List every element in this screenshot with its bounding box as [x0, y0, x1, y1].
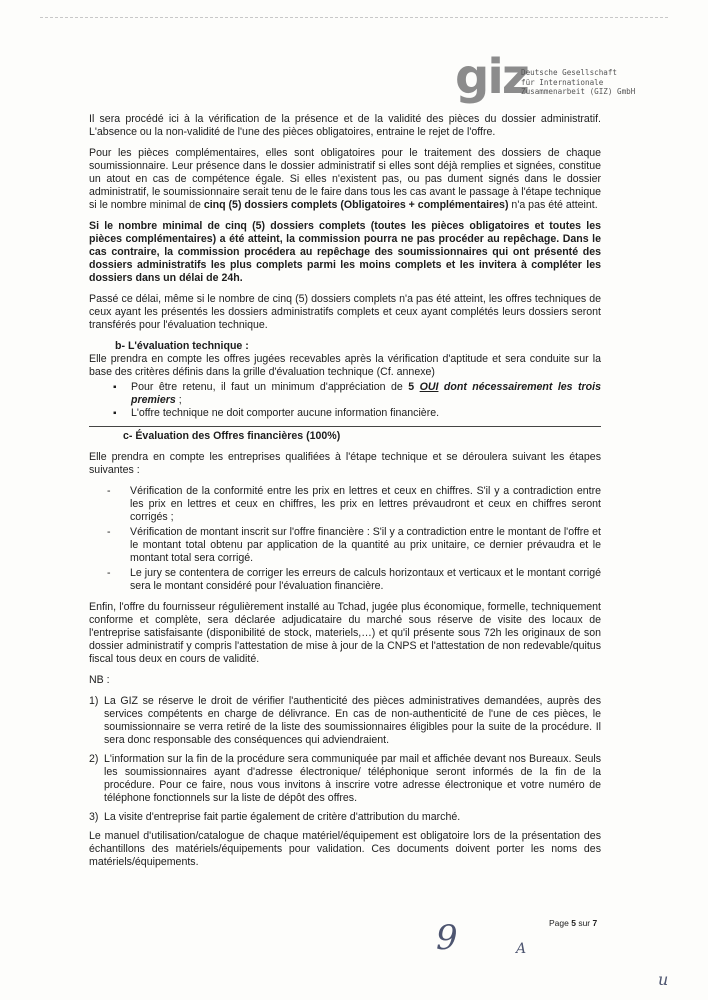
- page-number: [549, 918, 597, 928]
- nb-number: 2): [89, 753, 99, 765]
- p2-text-2: n'a pas été atteint.: [508, 199, 598, 211]
- step-conformite-prix: - Vérification de la conformité entre les prix en lettres et ceux en chiffres. S'il y a contradiction entre les prix en lettres et ceux en chiffres, les prix en lettres prévaudront et ceux en chiffres seront corrigés ;: [89, 485, 601, 524]
- p2-bold: cinq (5) dossiers complets (Obligatoires + complémentaires): [203, 199, 509, 211]
- scan-line-artifact: [89, 426, 601, 427]
- nb-item: [89, 753, 601, 805]
- nb-number: 3): [89, 811, 99, 823]
- giz-logo: [455, 49, 655, 107]
- paragraph-evaluation-technique: Elle prendra en compte les offres jugées recevables après la vérification d'aptitude et sera conduite sur la base des critères définis dans la grille d'évaluation technique (Cf. annexe): [89, 353, 601, 378]
- bullet-no-financial-info: ▪ L'offre technique ne doit comporter aucune information financière.: [89, 407, 601, 420]
- p2-text-1: Pour les pièces complémentaires, elles sont obligatoires pour le traitement des dossiers de chaque soumissionnaire. Leur présence dans le dossier administratif si elles sont déjà remplies et signées, constitue un atout en cas de compétence égale. Si elles n'existent pas, ou pas dument signés dans le dossier administratif, le soumissionnaire serait tenu de le faire dans tous les cas avant le passage à l'étape technique si le nombre minimal de: [89, 147, 601, 211]
- giz-logo-mark: giz: [455, 49, 528, 105]
- paragraph-pieces-complementaires: [89, 147, 601, 212]
- nb-text: La GIZ se réserve le droit de vérifier l'authenticité des pièces administratives demandées, auprès des services compétents en charge de délivrance. En cas de non-authenticité de l'une de ces pièces, le soumissionnaire se verra retiré de la liste des soumissionnaires éligibles pour la suite de la procédure. Il sera donc responsable des conséquences qui adviendraient.: [104, 695, 601, 746]
- nb-item: [89, 811, 601, 824]
- nb-text: L'information sur la fin de la procédure sera communiquée par mail et affichée devant nos Bureaux. Seuls les soumissionnaires ayant d'adresse électronique/ téléphonique seront informés de la fin de la procédure. Pour ce faire, nous vous invitons à inscrire votre adresse électronique et votre numéro de téléphone fonctionnels sur la liste de dépôt des offres.: [104, 753, 601, 804]
- step-correction-erreurs: - Le jury se contentera de corriger les erreurs de calculs horizontaux et verticaux et le montant corrigé sera le montant considéré pour l'évaluation financière.: [89, 567, 601, 593]
- nb-number: 1): [89, 695, 99, 707]
- logo-line-2: für Internationale: [521, 77, 604, 87]
- page-total: 7: [592, 918, 598, 928]
- page-word: Page: [549, 918, 572, 928]
- giz-logo-text: [521, 68, 635, 97]
- bullet1-end: ;: [175, 394, 182, 406]
- page-current: 5: [571, 918, 576, 928]
- logo-line-1: Deutsche Gesellschaft: [521, 68, 618, 77]
- bullet1-bold: 5: [408, 381, 420, 393]
- handwritten-mark-9: 9: [436, 918, 458, 958]
- paragraph-adjudication: Enfin, l'offre du fournisseur régulièrement installé au Tchad, jugée plus économique, formelle, techniquement conforme et complète, sera déclarée adjudicataire du marché sous réserve de visite des locaux de l'entreprise satisfaisante (disponibilité de stock, materiels,…) et qu'il présente sous 72h les originaux de son dossier administratif y compris l'attestation de mise à jour de la CNPS et l'attestation de non redevable/quitus fiscal tous deux en cours de validité.: [89, 601, 601, 665]
- nb-label: NB :: [89, 674, 110, 686]
- logo-line-3: Zusammenarbeit (GIZ) GmbH: [521, 87, 636, 96]
- nb-text: La visite d'entreprise fait partie également de critère d'attribution du marché.: [104, 811, 461, 823]
- page-of: sur: [575, 918, 593, 928]
- paragraph-repechage: Si le nombre minimal de cinq (5) dossiers complets (toutes les pièces obligatoires et toutes les pièces complémentaires) a été atteint, la commission pourra ne pas procéder au repêchage. Dans le cas contraire, la commission procédera au repêchage des soumissionnaires qui ont présenté des dossiers administratifs les plus complets parmi les moins complets et les invitera à compléter les dossiers dans un délai de 24h.: [89, 220, 601, 284]
- paragraph-etapes: Elle prendra en compte les entreprises qualifiées à l'étape technique et se déroulera suivant les étapes suivantes :: [89, 451, 601, 476]
- financial-steps-list: [89, 485, 601, 593]
- heading-evaluation-technique: b- L'évaluation technique :: [115, 340, 249, 352]
- technical-bullet-list: [89, 381, 601, 420]
- paragraph-verification: Il sera procédé ici à la vérification de la présence et de la validité des pièces du dossier administratif. L'absence ou la non-validité de l'une des pièces obligatoires, entraine le rejet de l'offre.: [89, 113, 601, 138]
- document-body: [89, 113, 601, 877]
- bullet1-oui: OUI: [419, 381, 439, 393]
- handwritten-mark-u: u: [658, 970, 669, 989]
- bullet-minimum-oui: [89, 381, 601, 407]
- heading-evaluation-financiere: c- Évaluation des Offres financières (100%): [123, 430, 341, 442]
- paragraph-manuel: Le manuel d'utilisation/catalogue de chaque matériel/équipement est obligatoire lors de la présentation des échantillons des matériels/équipements pour validation. Ces documents doivent porter les noms des matériels/équipements.: [89, 830, 601, 868]
- step-verification-montant: - Vérification de montant inscrit sur l'offre financière : S'il y a contradiction entre le montant de l'offre et le montant total obtenu par application de la quantité au prix unitaire, ce dernier prévaudra et le montant total sera corrigé.: [89, 526, 601, 565]
- scan-edge-line: [40, 17, 668, 18]
- bullet1-italic: dont nécessairement les trois premiers: [131, 381, 601, 406]
- nb-list: [89, 695, 601, 824]
- nb-item: [89, 695, 601, 747]
- bullet1-text: Pour être retenu, il faut un minimum d'appréciation de: [131, 381, 409, 393]
- handwritten-mark-a: A: [516, 941, 527, 957]
- paragraph-delai: Passé ce délai, même si le nombre de cinq (5) dossiers complets n'a pas été atteint, les offres techniques de ceux ayant les présentés les dossiers administratifs complets et ceux ayant complétés leurs dossiers seront transférés pour l'évaluation technique.: [89, 293, 601, 331]
